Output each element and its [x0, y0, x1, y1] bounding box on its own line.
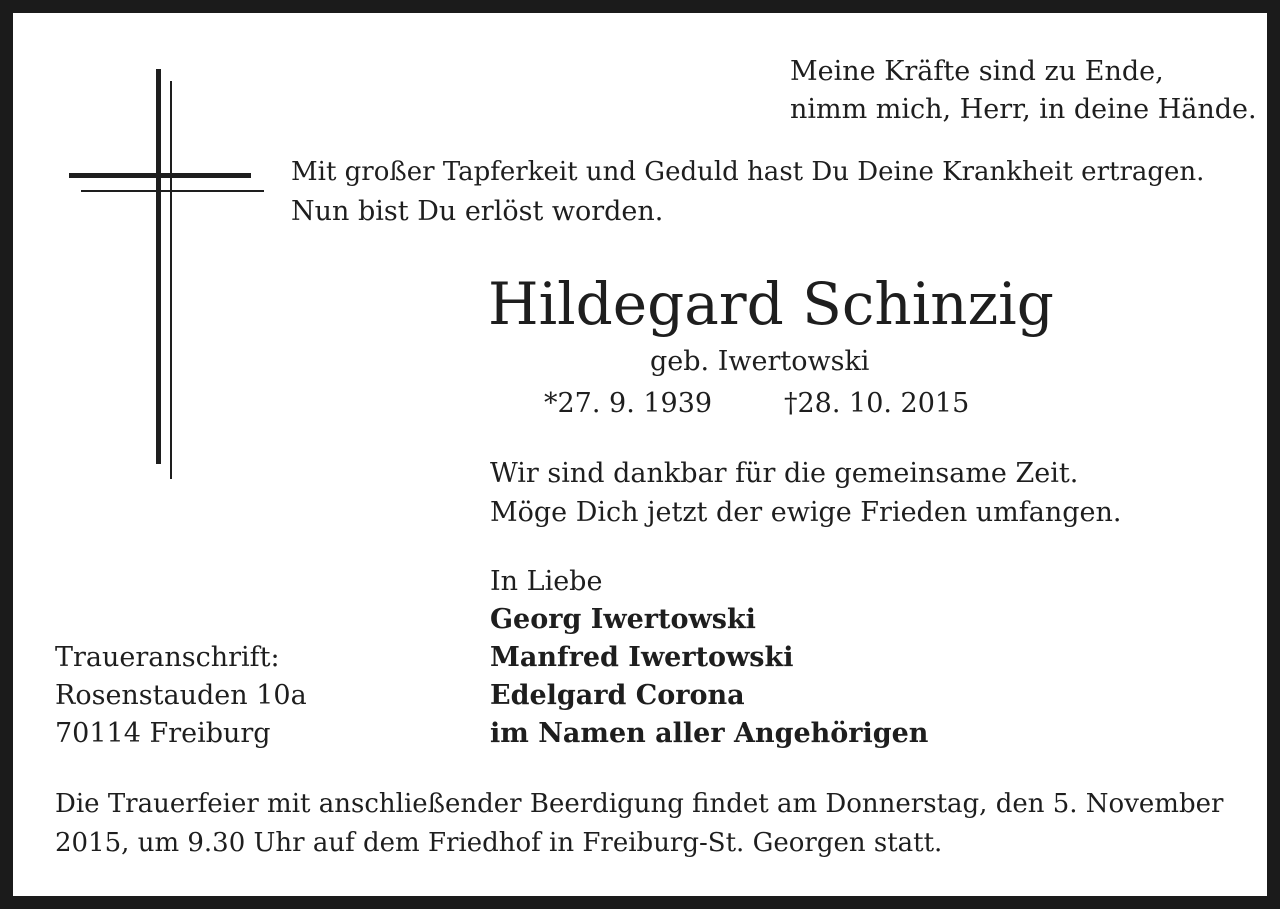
cross-horizontal-bar-thick	[69, 173, 251, 178]
maiden-name: geb. Iwertowski	[650, 346, 870, 377]
mourner-name: Manfred Iwertowski	[490, 642, 794, 673]
service-line-2: 2015, um 9.30 Uhr auf dem Friedhof in Freiburg-St. Georgen statt.	[55, 828, 943, 858]
verse-line-2: nimm mich, Herr, in deine Hände.	[790, 94, 1257, 125]
address-street: Rosenstauden 10a	[55, 680, 307, 711]
cross-vertical-bar-thin	[170, 81, 172, 479]
mourners-closing: im Namen aller Angehörigen	[490, 718, 929, 749]
address-label: Traueranschrift:	[55, 642, 280, 673]
cross-vertical-bar-thick	[156, 69, 161, 464]
mourner-name: Edelgard Corona	[490, 680, 745, 711]
gratitude-line-1: Wir sind dankbar für die gemeinsame Zeit.	[490, 458, 1079, 489]
death-date: †28. 10. 2015	[784, 388, 970, 419]
birth-date: *27. 9. 1939	[544, 388, 713, 419]
deceased-name: Hildegard Schinzig	[488, 270, 1054, 338]
mourners-intro: In Liebe	[490, 566, 603, 597]
service-line-1: Die Trauerfeier mit anschließender Beerdigung findet am Donnerstag, den 5. November	[55, 789, 1224, 819]
cross-horizontal-bar-thin	[81, 190, 264, 192]
mourner-name: Georg Iwertowski	[490, 604, 756, 635]
intro-line-2: Nun bist Du erlöst worden.	[291, 196, 664, 227]
intro-line-1: Mit großer Tapferkeit und Geduld hast Du Deine Krankheit ertragen.	[291, 157, 1205, 187]
address-city: 70114 Freiburg	[55, 718, 271, 749]
gratitude-line-2: Möge Dich jetzt der ewige Frieden umfangen.	[490, 497, 1122, 528]
verse-line-1: Meine Kräfte sind zu Ende,	[790, 56, 1164, 87]
